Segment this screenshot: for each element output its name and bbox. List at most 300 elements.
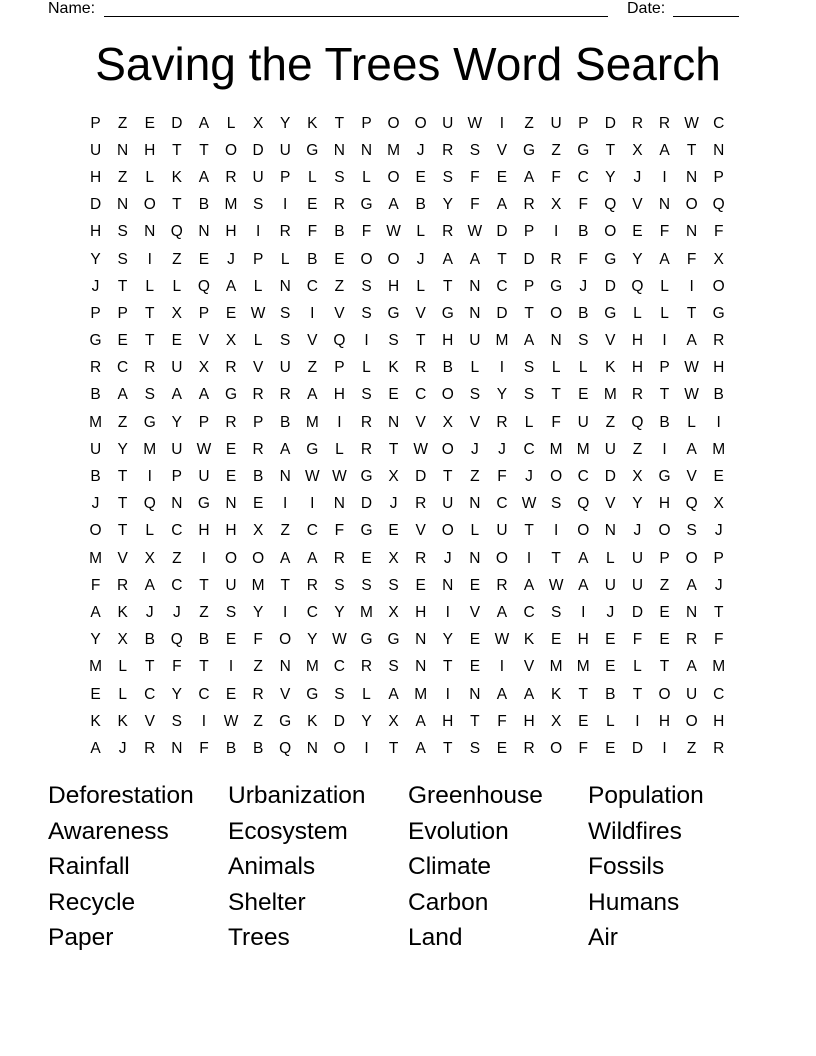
grid-letter[interactable]: O (495, 549, 508, 567)
grid-letter[interactable]: V (415, 304, 426, 322)
grid-letter[interactable]: P (523, 277, 535, 295)
grid-letter[interactable]: S (334, 576, 345, 594)
grid-letter[interactable]: B (252, 468, 264, 486)
grid-letter[interactable]: Y (171, 685, 182, 703)
grid-letter[interactable]: T (443, 658, 453, 676)
grid-letter[interactable]: E (225, 631, 237, 649)
grid-letter[interactable]: J (579, 277, 588, 295)
grid-letter[interactable]: C (496, 495, 508, 513)
grid-letter[interactable]: M (360, 603, 373, 621)
grid-letter[interactable]: E (605, 658, 616, 676)
grid-letter[interactable]: N (333, 141, 345, 159)
grid-letter[interactable]: L (335, 440, 344, 458)
grid-letter[interactable]: D (360, 495, 373, 513)
grid-letter[interactable]: Y (90, 631, 101, 649)
grid-letter[interactable]: S (442, 168, 453, 186)
grid-letter[interactable]: V (605, 495, 616, 513)
grid-letter[interactable]: A (225, 277, 237, 295)
grid-letter[interactable]: T (551, 386, 561, 404)
grid-letter[interactable]: R (686, 631, 698, 649)
grid-letter[interactable]: S (361, 576, 372, 594)
grid-letter[interactable]: M (89, 549, 102, 567)
grid-letter[interactable]: Z (253, 712, 263, 730)
grid-letter[interactable]: S (469, 739, 481, 757)
grid-letter[interactable]: O (685, 712, 698, 730)
grid-letter[interactable]: L (470, 522, 480, 540)
grid-letter[interactable]: W (684, 359, 699, 377)
grid-letter[interactable]: C (306, 522, 318, 540)
grid-letter[interactable]: C (577, 168, 589, 186)
grid-letter[interactable]: T (659, 386, 670, 404)
grid-letter[interactable]: S (523, 359, 535, 377)
grid-letter[interactable]: I (147, 250, 152, 268)
date-field[interactable] (673, 0, 739, 17)
grid-letter[interactable]: E (632, 223, 643, 241)
grid-letter[interactable]: D (604, 114, 616, 132)
grid-letter[interactable]: Z (280, 522, 290, 540)
grid-letter[interactable]: A (523, 576, 535, 594)
grid-letter[interactable]: W (386, 223, 401, 241)
grid-letter[interactable]: U (225, 576, 237, 594)
grid-letter[interactable]: S (686, 522, 697, 540)
grid-letter[interactable]: O (143, 196, 156, 214)
grid-letter[interactable]: R (415, 359, 427, 377)
grid-letter[interactable]: L (524, 413, 534, 431)
grid-letter[interactable]: V (280, 685, 291, 703)
grid-letter[interactable]: Z (605, 413, 616, 431)
grid-letter[interactable]: I (310, 495, 315, 513)
grid-letter[interactable]: V (307, 332, 318, 350)
grid-letter[interactable]: R (225, 168, 237, 186)
grid-letter[interactable]: X (252, 114, 264, 132)
grid-letter[interactable]: R (89, 359, 102, 377)
grid-letter[interactable]: P (198, 304, 210, 322)
grid-letter[interactable]: Z (334, 277, 345, 295)
grid-letter[interactable]: L (280, 250, 290, 268)
grid-letter[interactable]: W (684, 114, 699, 132)
grid-letter[interactable]: L (633, 304, 642, 322)
grid-letter[interactable]: O (279, 631, 292, 649)
grid-letter[interactable]: N (198, 223, 210, 241)
grid-letter[interactable]: A (415, 712, 426, 730)
grid-letter[interactable]: Y (280, 114, 291, 132)
grid-letter[interactable]: Z (686, 739, 697, 757)
grid-letter[interactable]: X (388, 549, 399, 567)
grid-letter[interactable]: F (713, 631, 724, 649)
grid-letter[interactable]: T (605, 141, 616, 159)
grid-letter[interactable]: H (89, 168, 102, 186)
grid-letter[interactable]: Z (117, 114, 128, 132)
grid-letter[interactable]: R (252, 386, 264, 404)
grid-letter[interactable]: U (496, 522, 508, 540)
grid-letter[interactable]: N (550, 332, 562, 350)
grid-letter[interactable]: F (659, 223, 670, 241)
grid-letter[interactable]: E (496, 739, 508, 757)
grid-letter[interactable]: O (685, 549, 698, 567)
grid-letter[interactable]: I (553, 223, 559, 241)
grid-letter[interactable]: B (578, 223, 589, 241)
grid-letter[interactable]: H (658, 712, 671, 730)
grid-letter[interactable]: S (469, 141, 481, 159)
grid-letter[interactable]: L (606, 712, 615, 730)
grid-letter[interactable]: G (89, 332, 102, 350)
grid-letter[interactable]: C (306, 277, 318, 295)
grid-letter[interactable]: E (605, 631, 616, 649)
grid-letter[interactable]: Z (524, 114, 534, 132)
grid-letter[interactable]: I (581, 603, 586, 621)
grid-letter[interactable]: J (416, 250, 425, 268)
grid-letter[interactable]: O (360, 250, 373, 268)
grid-letter[interactable]: N (658, 196, 671, 214)
grid-letter[interactable]: O (577, 522, 590, 540)
grid-letter[interactable]: L (226, 114, 236, 132)
grid-letter[interactable]: F (578, 739, 588, 757)
grid-letter[interactable]: E (469, 631, 481, 649)
grid-letter[interactable]: C (306, 603, 318, 621)
grid-letter[interactable]: I (255, 223, 261, 241)
grid-letter[interactable]: Y (90, 250, 101, 268)
grid-letter[interactable]: A (469, 250, 481, 268)
grid-letter[interactable]: J (227, 250, 235, 268)
grid-letter[interactable]: W (494, 631, 510, 649)
grid-letter[interactable]: L (470, 359, 480, 377)
grid-letter[interactable]: T (388, 739, 399, 757)
grid-letter[interactable]: G (279, 712, 292, 730)
grid-letter[interactable]: X (442, 413, 453, 431)
grid-letter[interactable]: P (252, 250, 264, 268)
grid-letter[interactable]: H (713, 359, 725, 377)
grid-letter[interactable]: K (307, 712, 318, 730)
grid-letter[interactable]: T (632, 685, 643, 703)
grid-letter[interactable]: N (415, 658, 427, 676)
grid-letter[interactable]: K (550, 685, 562, 703)
grid-letter[interactable]: A (578, 549, 589, 567)
grid-letter[interactable]: S (117, 223, 128, 241)
grid-letter[interactable]: O (658, 685, 671, 703)
grid-letter[interactable]: A (523, 168, 535, 186)
grid-letter[interactable]: D (604, 468, 616, 486)
grid-letter[interactable]: X (713, 495, 724, 513)
grid-letter[interactable]: M (89, 658, 102, 676)
grid-letter[interactable]: U (550, 114, 562, 132)
grid-letter[interactable]: H (631, 332, 644, 350)
grid-letter[interactable]: J (470, 440, 479, 458)
grid-letter[interactable]: Y (605, 168, 616, 186)
grid-letter[interactable]: C (523, 603, 535, 621)
grid-letter[interactable]: O (387, 168, 400, 186)
grid-letter[interactable]: G (523, 141, 536, 159)
grid-letter[interactable]: V (632, 196, 643, 214)
grid-letter[interactable]: A (686, 332, 697, 350)
grid-letter[interactable]: O (604, 223, 617, 241)
grid-letter[interactable]: M (387, 141, 401, 159)
grid-letter[interactable]: A (496, 603, 508, 621)
grid-letter[interactable]: M (89, 413, 102, 431)
grid-letter[interactable]: Q (631, 277, 644, 295)
grid-letter[interactable]: O (658, 522, 671, 540)
grid-letter[interactable]: F (307, 223, 318, 241)
grid-letter[interactable]: I (635, 712, 640, 730)
grid-letter[interactable]: I (337, 413, 342, 431)
grid-letter[interactable]: G (306, 685, 319, 703)
grid-letter[interactable]: O (441, 440, 454, 458)
grid-letter[interactable]: P (334, 359, 345, 377)
grid-letter[interactable]: Q (604, 196, 617, 214)
grid-letter[interactable]: N (686, 223, 698, 241)
grid-letter[interactable]: S (388, 576, 399, 594)
grid-letter[interactable]: C (198, 685, 210, 703)
grid-letter[interactable]: N (117, 141, 129, 159)
grid-letter[interactable]: V (117, 549, 128, 567)
grid-letter[interactable]: X (388, 712, 399, 730)
grid-letter[interactable]: E (713, 468, 724, 486)
grid-letter[interactable]: T (199, 658, 209, 676)
grid-letter[interactable]: F (497, 712, 507, 730)
grid-letter[interactable]: R (360, 413, 373, 431)
grid-letter[interactable]: Q (333, 332, 346, 350)
grid-letter[interactable]: S (225, 603, 237, 621)
grid-letter[interactable]: H (658, 495, 671, 513)
grid-letter[interactable]: I (662, 168, 667, 186)
grid-letter[interactable]: R (550, 250, 562, 268)
grid-letter[interactable]: I (689, 277, 694, 295)
grid-letter[interactable]: X (117, 631, 128, 649)
grid-letter[interactable]: E (225, 440, 237, 458)
grid-letter[interactable]: S (388, 658, 399, 676)
grid-letter[interactable]: M (576, 658, 590, 676)
grid-letter[interactable]: P (578, 114, 589, 132)
grid-letter[interactable]: A (442, 250, 453, 268)
grid-letter[interactable]: N (469, 277, 481, 295)
grid-letter[interactable]: G (387, 631, 400, 649)
grid-letter[interactable]: H (442, 712, 454, 730)
grid-letter[interactable]: C (171, 522, 183, 540)
grid-letter[interactable]: L (660, 304, 669, 322)
grid-letter[interactable]: V (469, 413, 481, 431)
grid-letter[interactable]: X (171, 304, 182, 322)
grid-letter[interactable]: L (416, 277, 425, 295)
grid-letter[interactable]: R (252, 440, 264, 458)
grid-letter[interactable]: M (224, 196, 238, 214)
grid-letter[interactable]: T (524, 304, 534, 322)
grid-letter[interactable]: A (307, 549, 318, 567)
grid-letter[interactable]: T (145, 304, 155, 322)
grid-letter[interactable]: S (252, 196, 264, 214)
grid-letter[interactable]: S (469, 386, 481, 404)
grid-letter[interactable]: H (523, 712, 535, 730)
grid-letter[interactable]: G (143, 413, 156, 431)
grid-letter[interactable]: D (604, 277, 616, 295)
grid-letter[interactable]: H (225, 223, 237, 241)
grid-letter[interactable]: I (662, 739, 667, 757)
grid-letter[interactable]: Y (252, 603, 264, 621)
grid-letter[interactable]: I (283, 603, 288, 621)
grid-letter[interactable]: S (280, 304, 291, 322)
grid-letter[interactable]: S (334, 685, 345, 703)
grid-letter[interactable]: R (713, 332, 725, 350)
grid-letter[interactable]: J (443, 549, 452, 567)
grid-letter[interactable]: K (90, 712, 101, 730)
grid-letter[interactable]: A (117, 386, 128, 404)
grid-letter[interactable]: L (687, 413, 696, 431)
grid-letter[interactable]: H (713, 712, 725, 730)
grid-letter[interactable]: P (171, 468, 182, 486)
grid-letter[interactable]: T (686, 304, 697, 322)
grid-letter[interactable]: G (306, 440, 319, 458)
grid-letter[interactable]: A (659, 250, 670, 268)
grid-letter[interactable]: Z (551, 141, 561, 159)
grid-letter[interactable]: G (577, 141, 590, 159)
grid-letter[interactable]: W (548, 576, 564, 594)
grid-letter[interactable]: V (415, 522, 426, 540)
grid-letter[interactable]: E (225, 468, 237, 486)
grid-letter[interactable]: I (716, 413, 721, 431)
grid-letter[interactable]: M (305, 658, 319, 676)
grid-letter[interactable]: G (224, 386, 238, 404)
grid-letter[interactable]: R (306, 576, 318, 594)
grid-letter[interactable]: S (578, 332, 589, 350)
grid-letter[interactable]: T (117, 495, 128, 513)
grid-letter[interactable]: B (252, 739, 264, 757)
grid-letter[interactable]: C (144, 685, 156, 703)
grid-letter[interactable]: I (283, 495, 288, 513)
grid-letter[interactable]: U (279, 141, 291, 159)
grid-letter[interactable]: Z (307, 359, 318, 377)
grid-letter[interactable]: A (388, 685, 399, 703)
grid-letter[interactable]: A (280, 549, 291, 567)
grid-letter[interactable]: W (223, 712, 239, 730)
grid-letter[interactable]: H (198, 522, 210, 540)
grid-letter[interactable]: Y (632, 250, 643, 268)
grid-letter[interactable]: A (198, 386, 210, 404)
grid-letter[interactable]: R (360, 658, 373, 676)
grid-letter[interactable]: U (604, 576, 616, 594)
grid-letter[interactable]: R (415, 495, 427, 513)
grid-letter[interactable]: X (632, 141, 643, 159)
grid-letter[interactable]: T (172, 141, 182, 159)
grid-letter[interactable]: N (469, 304, 481, 322)
grid-letter[interactable]: C (577, 468, 589, 486)
grid-letter[interactable]: I (364, 332, 369, 350)
grid-letter[interactable]: R (523, 196, 535, 214)
grid-letter[interactable]: H (577, 631, 589, 649)
grid-letter[interactable]: F (361, 223, 372, 241)
grid-letter[interactable]: F (334, 522, 345, 540)
grid-letter[interactable]: G (306, 141, 319, 159)
grid-letter[interactable]: N (415, 631, 427, 649)
grid-letter[interactable]: U (89, 141, 102, 159)
grid-letter[interactable]: X (713, 250, 724, 268)
grid-letter[interactable]: G (658, 468, 671, 486)
grid-letter[interactable]: I (662, 440, 667, 458)
grid-letter[interactable]: I (553, 522, 559, 540)
grid-letter[interactable]: R (279, 223, 291, 241)
grid-letter[interactable]: T (280, 576, 290, 594)
grid-letter[interactable]: Y (171, 413, 182, 431)
grid-letter[interactable]: R (631, 114, 644, 132)
grid-letter[interactable]: T (686, 141, 697, 159)
grid-letter[interactable]: U (686, 685, 698, 703)
grid-letter[interactable]: M (603, 386, 617, 404)
grid-letter[interactable]: Q (197, 277, 210, 295)
grid-letter[interactable]: F (90, 576, 101, 594)
grid-letter[interactable]: P (659, 359, 670, 377)
grid-letter[interactable]: I (499, 114, 505, 132)
grid-letter[interactable]: J (498, 440, 506, 458)
grid-letter[interactable]: N (686, 168, 698, 186)
grid-letter[interactable]: N (360, 141, 373, 159)
grid-letter[interactable]: E (415, 168, 426, 186)
grid-letter[interactable]: N (225, 495, 237, 513)
grid-letter[interactable]: Z (199, 603, 209, 621)
grid-letter[interactable]: V (144, 712, 155, 730)
grid-letter[interactable]: L (362, 359, 371, 377)
grid-letter[interactable]: S (280, 332, 291, 350)
grid-letter[interactable]: I (283, 196, 288, 214)
grid-letter[interactable]: N (171, 495, 183, 513)
grid-letter[interactable]: D (89, 196, 102, 214)
grid-letter[interactable]: Y (361, 712, 372, 730)
grid-letter[interactable]: C (713, 114, 725, 132)
grid-letter[interactable]: N (686, 603, 698, 621)
grid-letter[interactable]: T (470, 712, 480, 730)
grid-letter[interactable]: D (171, 114, 183, 132)
grid-letter[interactable]: B (307, 250, 318, 268)
grid-letter[interactable]: P (198, 413, 210, 431)
grid-letter[interactable]: G (712, 304, 725, 322)
grid-letter[interactable]: E (605, 739, 616, 757)
grid-letter[interactable]: K (523, 631, 535, 649)
grid-letter[interactable]: M (305, 413, 319, 431)
grid-letter[interactable]: L (145, 277, 155, 295)
grid-letter[interactable]: F (551, 168, 561, 186)
grid-letter[interactable]: K (388, 359, 399, 377)
grid-letter[interactable]: D (523, 250, 535, 268)
grid-letter[interactable]: T (443, 468, 453, 486)
grid-letter[interactable]: H (89, 223, 102, 241)
grid-letter[interactable]: R (713, 739, 725, 757)
grid-letter[interactable]: C (713, 685, 725, 703)
grid-letter[interactable]: E (550, 631, 562, 649)
grid-letter[interactable]: T (713, 603, 724, 621)
grid-letter[interactable]: N (279, 468, 291, 486)
grid-letter[interactable]: O (224, 141, 238, 159)
grid-letter[interactable]: E (578, 386, 589, 404)
grid-letter[interactable]: F (686, 250, 697, 268)
grid-letter[interactable]: V (252, 359, 264, 377)
grid-letter[interactable]: A (686, 658, 697, 676)
grid-letter[interactable]: B (415, 196, 426, 214)
grid-letter[interactable]: R (225, 413, 237, 431)
grid-letter[interactable]: T (199, 141, 209, 159)
grid-letter[interactable]: I (310, 304, 315, 322)
grid-letter[interactable]: P (252, 413, 264, 431)
grid-letter[interactable]: A (198, 114, 210, 132)
grid-letter[interactable]: H (225, 522, 237, 540)
grid-letter[interactable]: I (228, 658, 234, 676)
grid-letter[interactable]: N (333, 495, 345, 513)
grid-letter[interactable]: P (713, 168, 724, 186)
grid-letter[interactable]: N (144, 223, 156, 241)
grid-letter[interactable]: S (361, 304, 372, 322)
grid-letter[interactable]: K (117, 603, 128, 621)
grid-letter[interactable]: O (441, 522, 454, 540)
grid-letter[interactable]: Q (143, 495, 156, 513)
grid-letter[interactable]: T (334, 114, 345, 132)
grid-letter[interactable]: O (333, 739, 346, 757)
grid-letter[interactable]: C (171, 576, 183, 594)
grid-letter[interactable]: D (333, 712, 345, 730)
